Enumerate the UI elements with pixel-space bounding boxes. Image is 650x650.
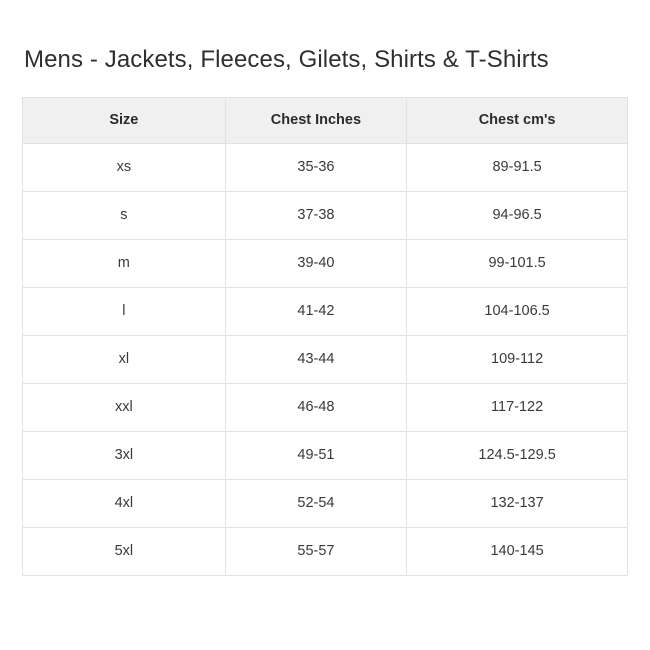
cell-chest-inches: 35-36 <box>225 143 407 191</box>
table-row <box>23 527 628 575</box>
cell-chest-cm: 104-106.5 <box>407 287 628 335</box>
table-row <box>23 383 628 431</box>
cell-size: 5xl <box>23 527 226 575</box>
cell-chest-inches: 55-57 <box>225 527 407 575</box>
cell-size: xxl <box>23 383 226 431</box>
size-chart-table <box>22 97 628 576</box>
cell-size: xl <box>23 335 226 383</box>
table-row <box>23 431 628 479</box>
column-header-chest-cm: Chest cm's <box>407 97 628 143</box>
table-row <box>23 479 628 527</box>
cell-size: m <box>23 239 226 287</box>
table-header <box>23 97 628 143</box>
cell-size: 3xl <box>23 431 226 479</box>
table-body <box>23 143 628 575</box>
cell-size: s <box>23 191 226 239</box>
cell-chest-inches: 43-44 <box>225 335 407 383</box>
cell-chest-cm: 117-122 <box>407 383 628 431</box>
cell-chest-inches: 52-54 <box>225 479 407 527</box>
cell-size: 4xl <box>23 479 226 527</box>
cell-size: xs <box>23 143 226 191</box>
cell-chest-inches: 41-42 <box>225 287 407 335</box>
cell-chest-cm: 99-101.5 <box>407 239 628 287</box>
table-row <box>23 239 628 287</box>
cell-chest-inches: 46-48 <box>225 383 407 431</box>
cell-chest-inches: 39-40 <box>225 239 407 287</box>
table-header-row <box>23 97 628 143</box>
table-row <box>23 287 628 335</box>
cell-chest-inches: 49-51 <box>225 431 407 479</box>
column-header-size: Size <box>23 97 226 143</box>
column-header-chest-inches: Chest Inches <box>225 97 407 143</box>
cell-chest-inches: 37-38 <box>225 191 407 239</box>
table-row <box>23 191 628 239</box>
cell-chest-cm: 132-137 <box>407 479 628 527</box>
cell-chest-cm: 89-91.5 <box>407 143 628 191</box>
table-row <box>23 143 628 191</box>
cell-chest-cm: 140-145 <box>407 527 628 575</box>
cell-chest-cm: 124.5-129.5 <box>407 431 628 479</box>
table-row <box>23 335 628 383</box>
page-title: Mens - Jackets, Fleeces, Gilets, Shirts & T-Shirts <box>24 46 549 73</box>
cell-chest-cm: 94-96.5 <box>407 191 628 239</box>
cell-size: l <box>23 287 226 335</box>
cell-chest-cm: 109-112 <box>407 335 628 383</box>
